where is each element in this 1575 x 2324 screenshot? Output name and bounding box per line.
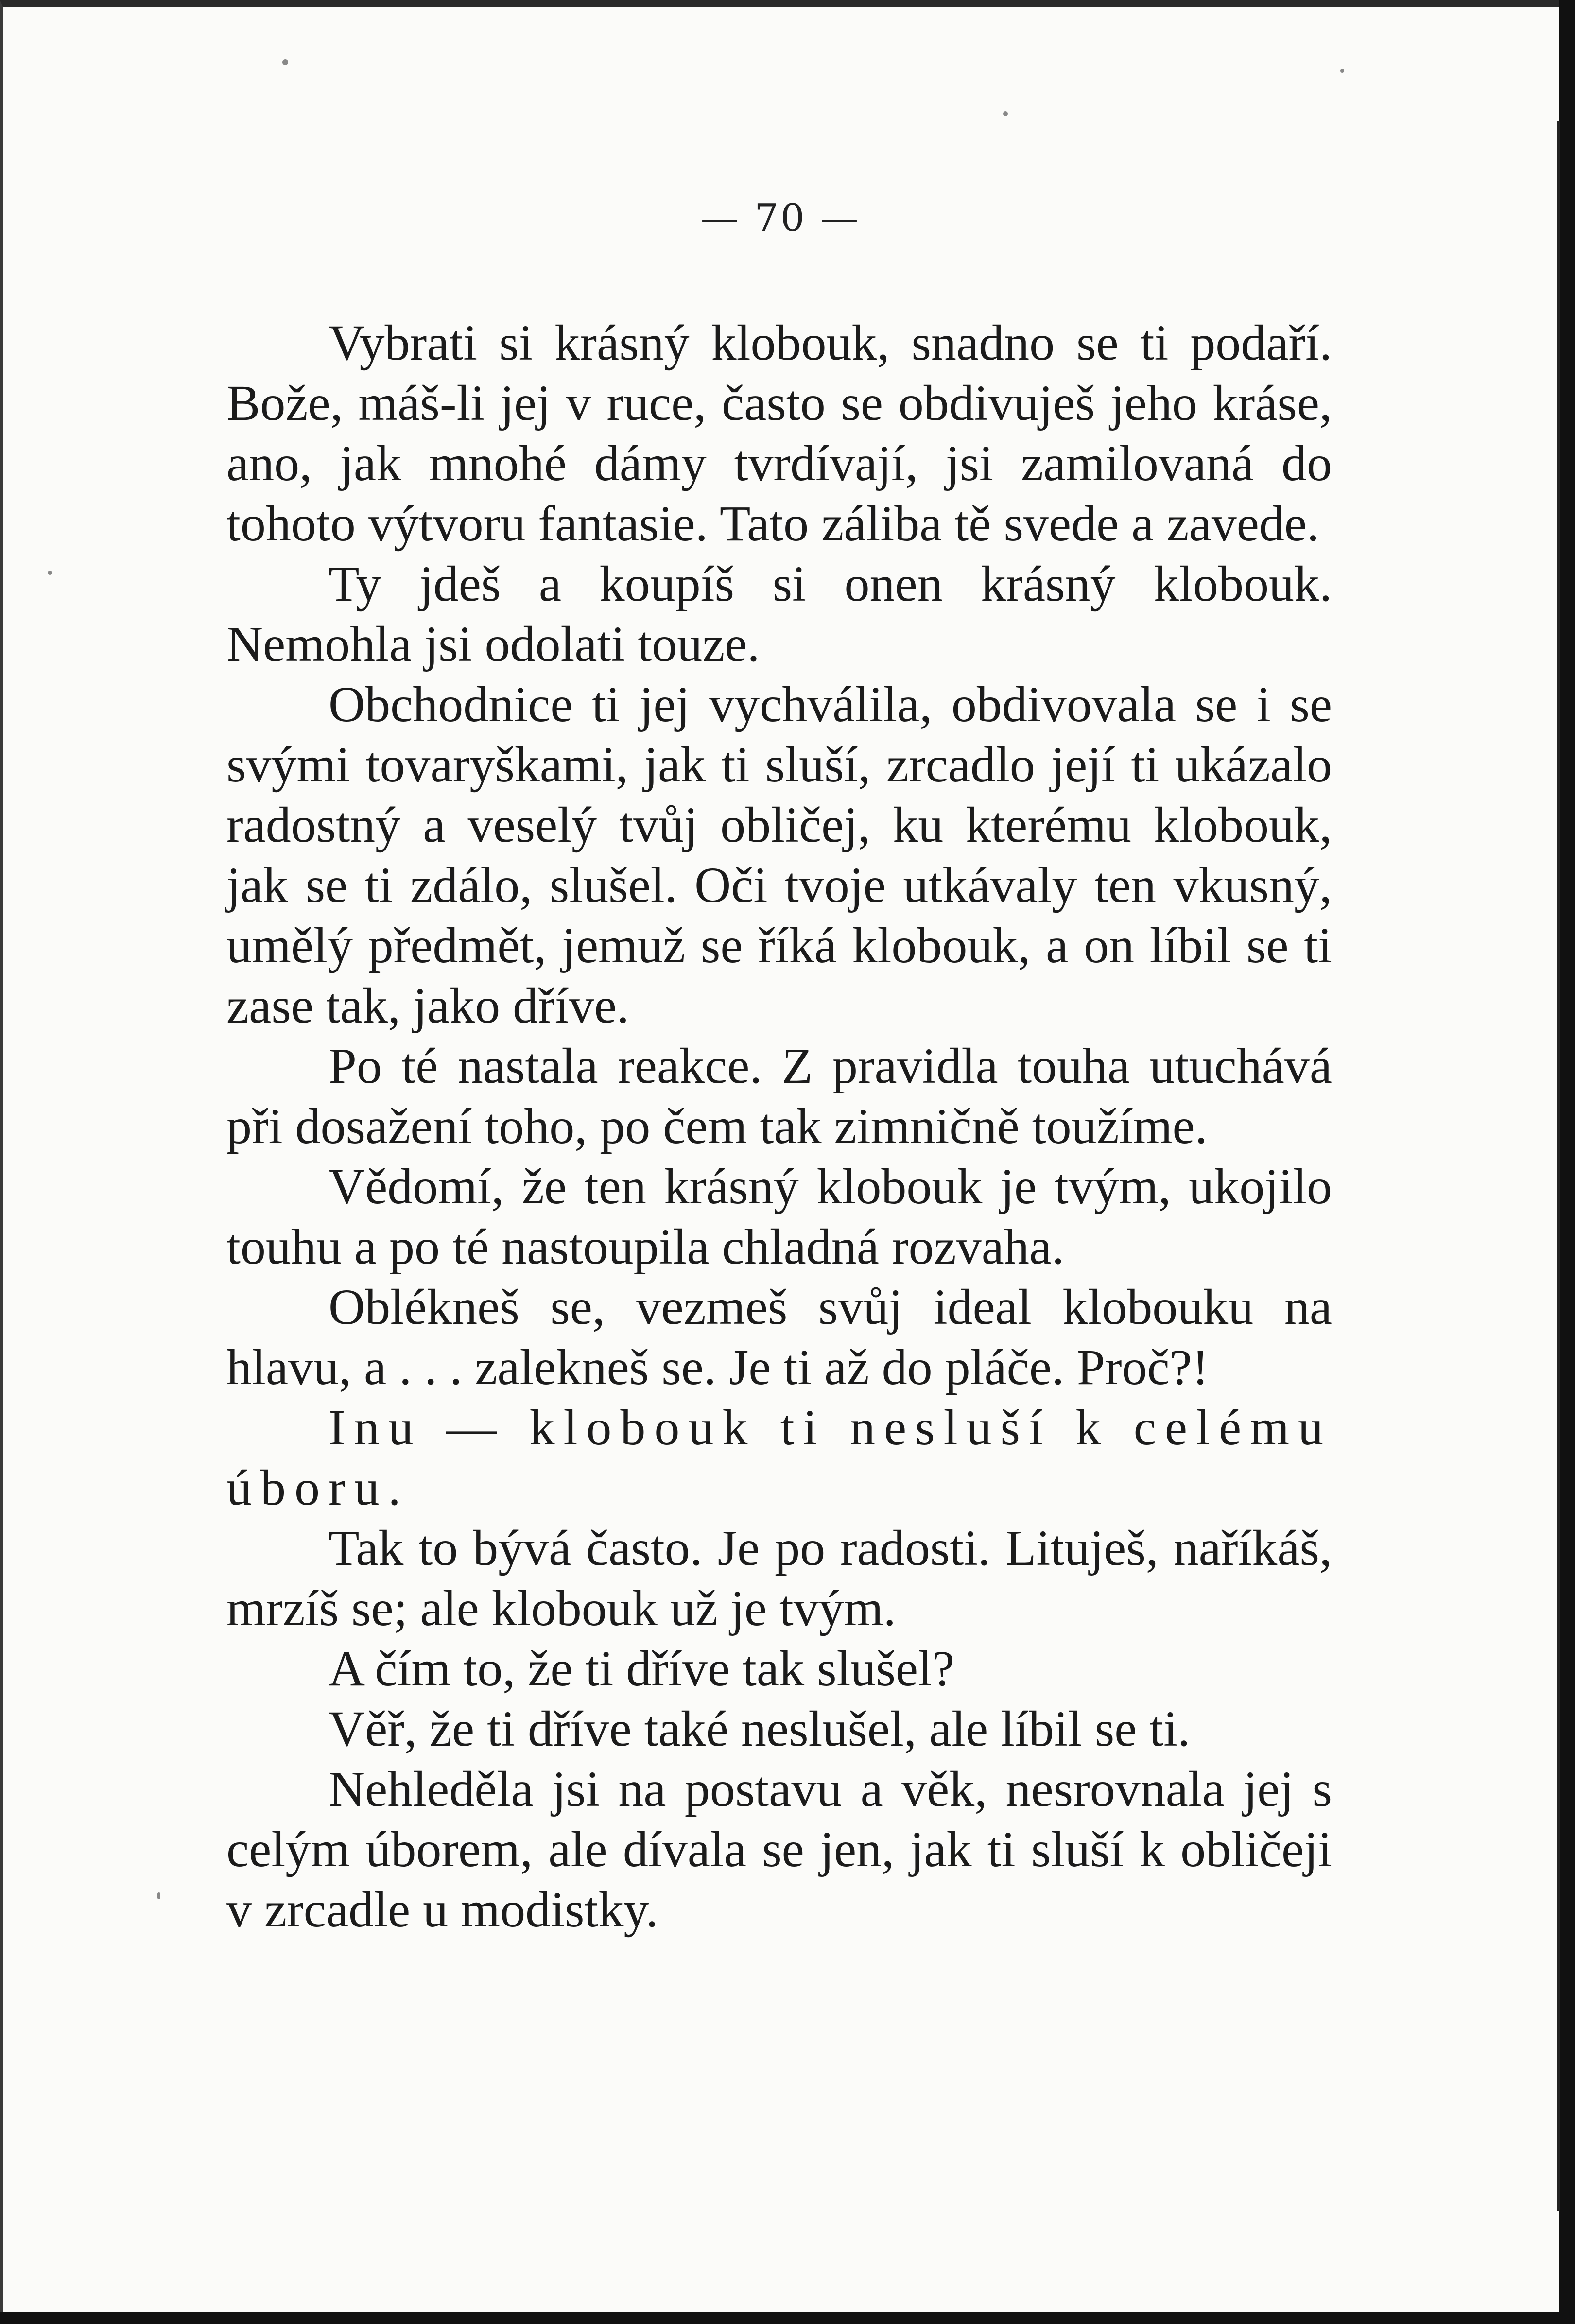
paragraph-2: Ty jdeš a koupíš si onen krásný klobouk. Nemohla jsi odolati touze. bbox=[226, 556, 1332, 672]
paragraph-11: Nehleděla jsi na postavu a věk, nesrovnala jej s celým úborem, ale dívala se jen, jak ti sluší k obličeji v zrcadle u modistky. bbox=[226, 1761, 1332, 1938]
paragraph-5: Vědomí, že ten krásný klobouk je tvým, ukojilo touhu a po té nastoupila chladná rozvaha. bbox=[226, 1159, 1332, 1275]
paragraph-10: Věř, že ti dříve také neslušel, ale líbil se ti. bbox=[329, 1701, 1191, 1757]
paragraph-9: A čím to, že ti dříve tak slušel? bbox=[329, 1641, 955, 1697]
paragraph-3: Obchodnice ti jej vychválila, obdivovala se i se svými tovaryškami, jak ti sluší, zrcadlo její ti ukázalo radostný a veselý tvůj obličej, ku kterému klobouk, jak se ti zdálo, slušel. Oči tvoje utkávaly ten vkusný, umělý předmět, jemuž se říká klobouk, a on líbil se ti zase tak, jako dříve. bbox=[226, 676, 1332, 1034]
paragraph-7: Inu — klobouk ti nesluší k celému úboru. bbox=[226, 1400, 1332, 1516]
paper-speck bbox=[157, 1892, 160, 1899]
paper-speck bbox=[1003, 111, 1008, 116]
paper-speck bbox=[48, 571, 52, 575]
paragraph-1: Vybrati si krásný klobouk, snadno se ti podaří. Bože, máš-li jej v ruce, často se obdivuješ jeho kráse, ano, jak mnohé dámy tvrdívají, jsi zamilovaná do tohoto výtvoru fantasie. Tato záliba tě svede a zavede. bbox=[226, 315, 1332, 552]
paragraph-8: Tak to bývá často. Je po radosti. Lituješ, naříkáš, mrzíš se; ale klobouk už je tvým. bbox=[226, 1520, 1332, 1636]
page-right-edge bbox=[1559, 0, 1575, 2324]
page-number: — 70 — bbox=[700, 196, 861, 240]
page-right-shadow bbox=[1557, 121, 1560, 2211]
paper-speck bbox=[282, 59, 288, 65]
page-bottom-edge bbox=[0, 2312, 1575, 2324]
paragraph-4: Po té nastala reakce. Z pravidla touha utuchává při dosažení toho, po čem tak zimničně toužíme. bbox=[226, 1038, 1332, 1154]
paper-speck bbox=[1340, 69, 1344, 73]
paragraph-6: Oblékneš se, vezmeš svůj ideal klobouku na hlavu, a . . . zalekneš se. Je ti až do pláče. Proč?! bbox=[226, 1279, 1332, 1395]
body-text bbox=[226, 313, 1332, 1940]
